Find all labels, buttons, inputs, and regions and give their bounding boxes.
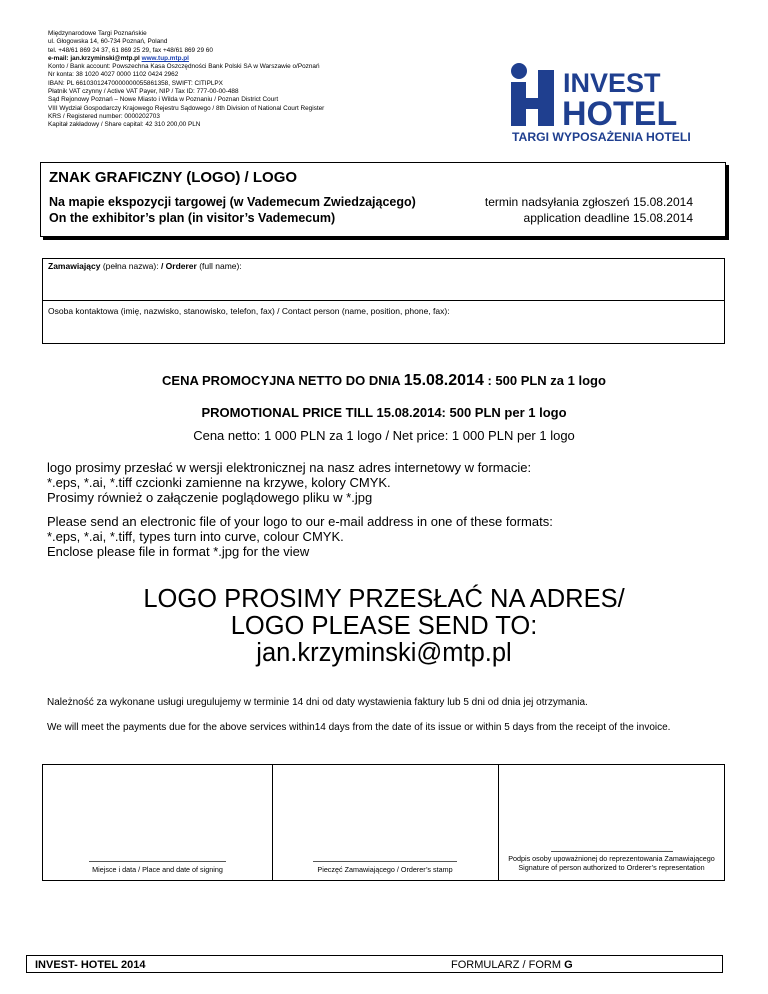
promo-price-pl-b: : 500 PLN za 1 logo [483, 373, 606, 388]
header-line: Sąd Rejonowy Poznań – Nowe Miasto i Wilda w Poznaniu / Poznan District Court [48, 96, 279, 104]
logo-tagline: TARGI WYPOSAŻENIA HOTELI [512, 130, 691, 144]
send-to-pl: LOGO PROSIMY PRZESŁAĆ NA ADRES/ [143, 585, 625, 613]
header-line: KRS / Registered number: 0000202703 [48, 112, 160, 120]
footer-left: INVEST- HOTEL 2014 [35, 959, 146, 971]
send-to-email[interactable]: jan.krzyminski@mtp.pl [256, 639, 512, 667]
header-email-line [48, 55, 488, 63]
payment-terms-pl: Należność za wykonane usługi uregulujemy w terminie 14 dni od daty wystawienia faktury lub 5 dni od dnia jej otrzymania. [47, 697, 588, 708]
send-to-en: LOGO PLEASE SEND TO: [230, 612, 538, 640]
authorized-label-en: Signature of person authorized to Orderer’s representation [518, 863, 705, 872]
stamp-field[interactable]: Pieczęć Zamawiającego / Orderer’s stamp [317, 865, 453, 874]
contact-person-field[interactable]: Osoba kontaktowa (imię, nazwisko, stanowisko, telefon, fax) / Contact person (name, position, phone, fax): [48, 306, 450, 316]
invest-hotel-logo [507, 62, 725, 144]
footer-box [26, 955, 723, 973]
instruction-line: *.eps, *.ai, *.tiff, types turn into curve, colour CMYK. [47, 529, 344, 544]
instruction-line: Please send an electronic file of your logo to our e-mail address in one of these formats: [47, 514, 553, 529]
logo-text-hotel: HOTEL [562, 95, 678, 133]
instruction-line: logo prosimy przesłać w wersji elektronicznej na nasz adres internetowy w formacie: [47, 460, 532, 475]
form-subtitle [49, 194, 416, 226]
logo-bar-cross [511, 98, 554, 109]
divider [272, 765, 273, 880]
orderer-label-pl: Zamawiający [48, 261, 101, 271]
deadline [485, 194, 693, 226]
promo-price-en: PROMOTIONAL PRICE TILL 15.08.2014: 500 PLN per 1 logo [201, 405, 567, 420]
instruction-line: *.eps, *.ai, *.tiff czcionki zamienne na krzywe, kolory CMYK. [47, 475, 391, 490]
instruction-line: Prosimy również o załączenie poglądowego pliku w *.jpg [47, 490, 373, 505]
signature-line [89, 861, 226, 862]
deadline-en: application deadline 15.08.2014 [523, 211, 693, 225]
instructions-en [47, 514, 553, 559]
send-to-block [0, 586, 768, 667]
header-email: e-mail: jan.krzyminski@mtp.pl [48, 54, 140, 62]
orderer-box [42, 258, 725, 344]
footer-form-label: FORMULARZ / FORM [451, 959, 565, 971]
logo-text-invest: INVEST [563, 68, 661, 98]
header-line: IBAN: PL 66103012470000000055861358, SWIFT: CITIPLPX [48, 79, 223, 87]
logo-dot [511, 63, 527, 79]
footer-right [451, 959, 573, 971]
header-line: VIII Wydział Gospodarczy Krajowego Rejestru Sądowego / 8th Division of National Court Register [48, 104, 325, 112]
orderer-label-en-rest: (full name): [196, 261, 242, 271]
header-line: tel. +48/61 869 24 37, 61 869 25 29, fax +48/61 869 29 60 [48, 46, 213, 54]
promo-price-pl [0, 372, 768, 390]
authorized-signature-field[interactable] [498, 854, 725, 872]
title-box [40, 162, 726, 237]
company-header [48, 30, 488, 130]
signature-line [313, 861, 457, 862]
instruction-line: Enclose please file in format *.jpg for the view [47, 544, 310, 559]
promo-price-pl-a: CENA PROMOCYJNA NETTO DO DNIA [162, 373, 404, 388]
instructions-pl [47, 460, 531, 505]
deadline-pl: termin nadsyłania zgłoszeń 15.08.2014 [484, 195, 693, 209]
authorized-label-pl: Podpis osoby upoważnionej do reprezentowania Zamawiającego [508, 854, 715, 863]
place-date-field[interactable]: Miejsce i data / Place and date of signing [92, 865, 223, 874]
header-line: Kapitał zakładowy / Share capital: 42 310 200,00 PLN [48, 121, 201, 129]
form-title: ZNAK GRAFICZNY (LOGO) / LOGO [49, 169, 298, 186]
net-price: Cena netto: 1 000 PLN za 1 logo / Net price: 1 000 PLN per 1 logo [193, 428, 575, 443]
divider [43, 300, 724, 301]
header-line: Płatnik VAT czynny / Active VAT Payer, NIP / Tax ID: 777-00-00-488 [48, 88, 239, 96]
promo-price-date: 15.08.2014 [403, 372, 484, 389]
header-line: Nr konta: 38 1020 4027 0000 1102 0424 2962 [48, 71, 179, 79]
signature-box [42, 764, 725, 881]
payment-terms-en: We will meet the payments due for the above services within14 days from the date of its issue or within 5 days from the receipt of the invoice. [47, 722, 671, 733]
footer-form-letter: G [564, 959, 573, 971]
header-line: ul. Głogowska 14, 60-734 Poznań, Poland [48, 38, 168, 46]
orderer-label-pl-rest: (pełna nazwa): [100, 261, 161, 271]
header-line: Konto / Bank account: Powszechna Kasa Oszczędności Bank Polski SA w Warszawie o/Poznań [48, 63, 320, 71]
orderer-label-en: / Orderer [160, 261, 197, 271]
header-website-link[interactable]: www.tup.mtp.pl [141, 54, 189, 62]
subtitle-pl: Na mapie ekspozycji targowej (w Vademecum Zwiedzającego) [49, 195, 416, 209]
orderer-field[interactable] [48, 261, 242, 271]
subtitle-en: On the exhibitor’s plan (in visitor’s Vademecum) [49, 211, 336, 225]
signature-line [551, 851, 673, 852]
header-line: Międzynarodowe Targi Poznańskie [48, 30, 147, 37]
